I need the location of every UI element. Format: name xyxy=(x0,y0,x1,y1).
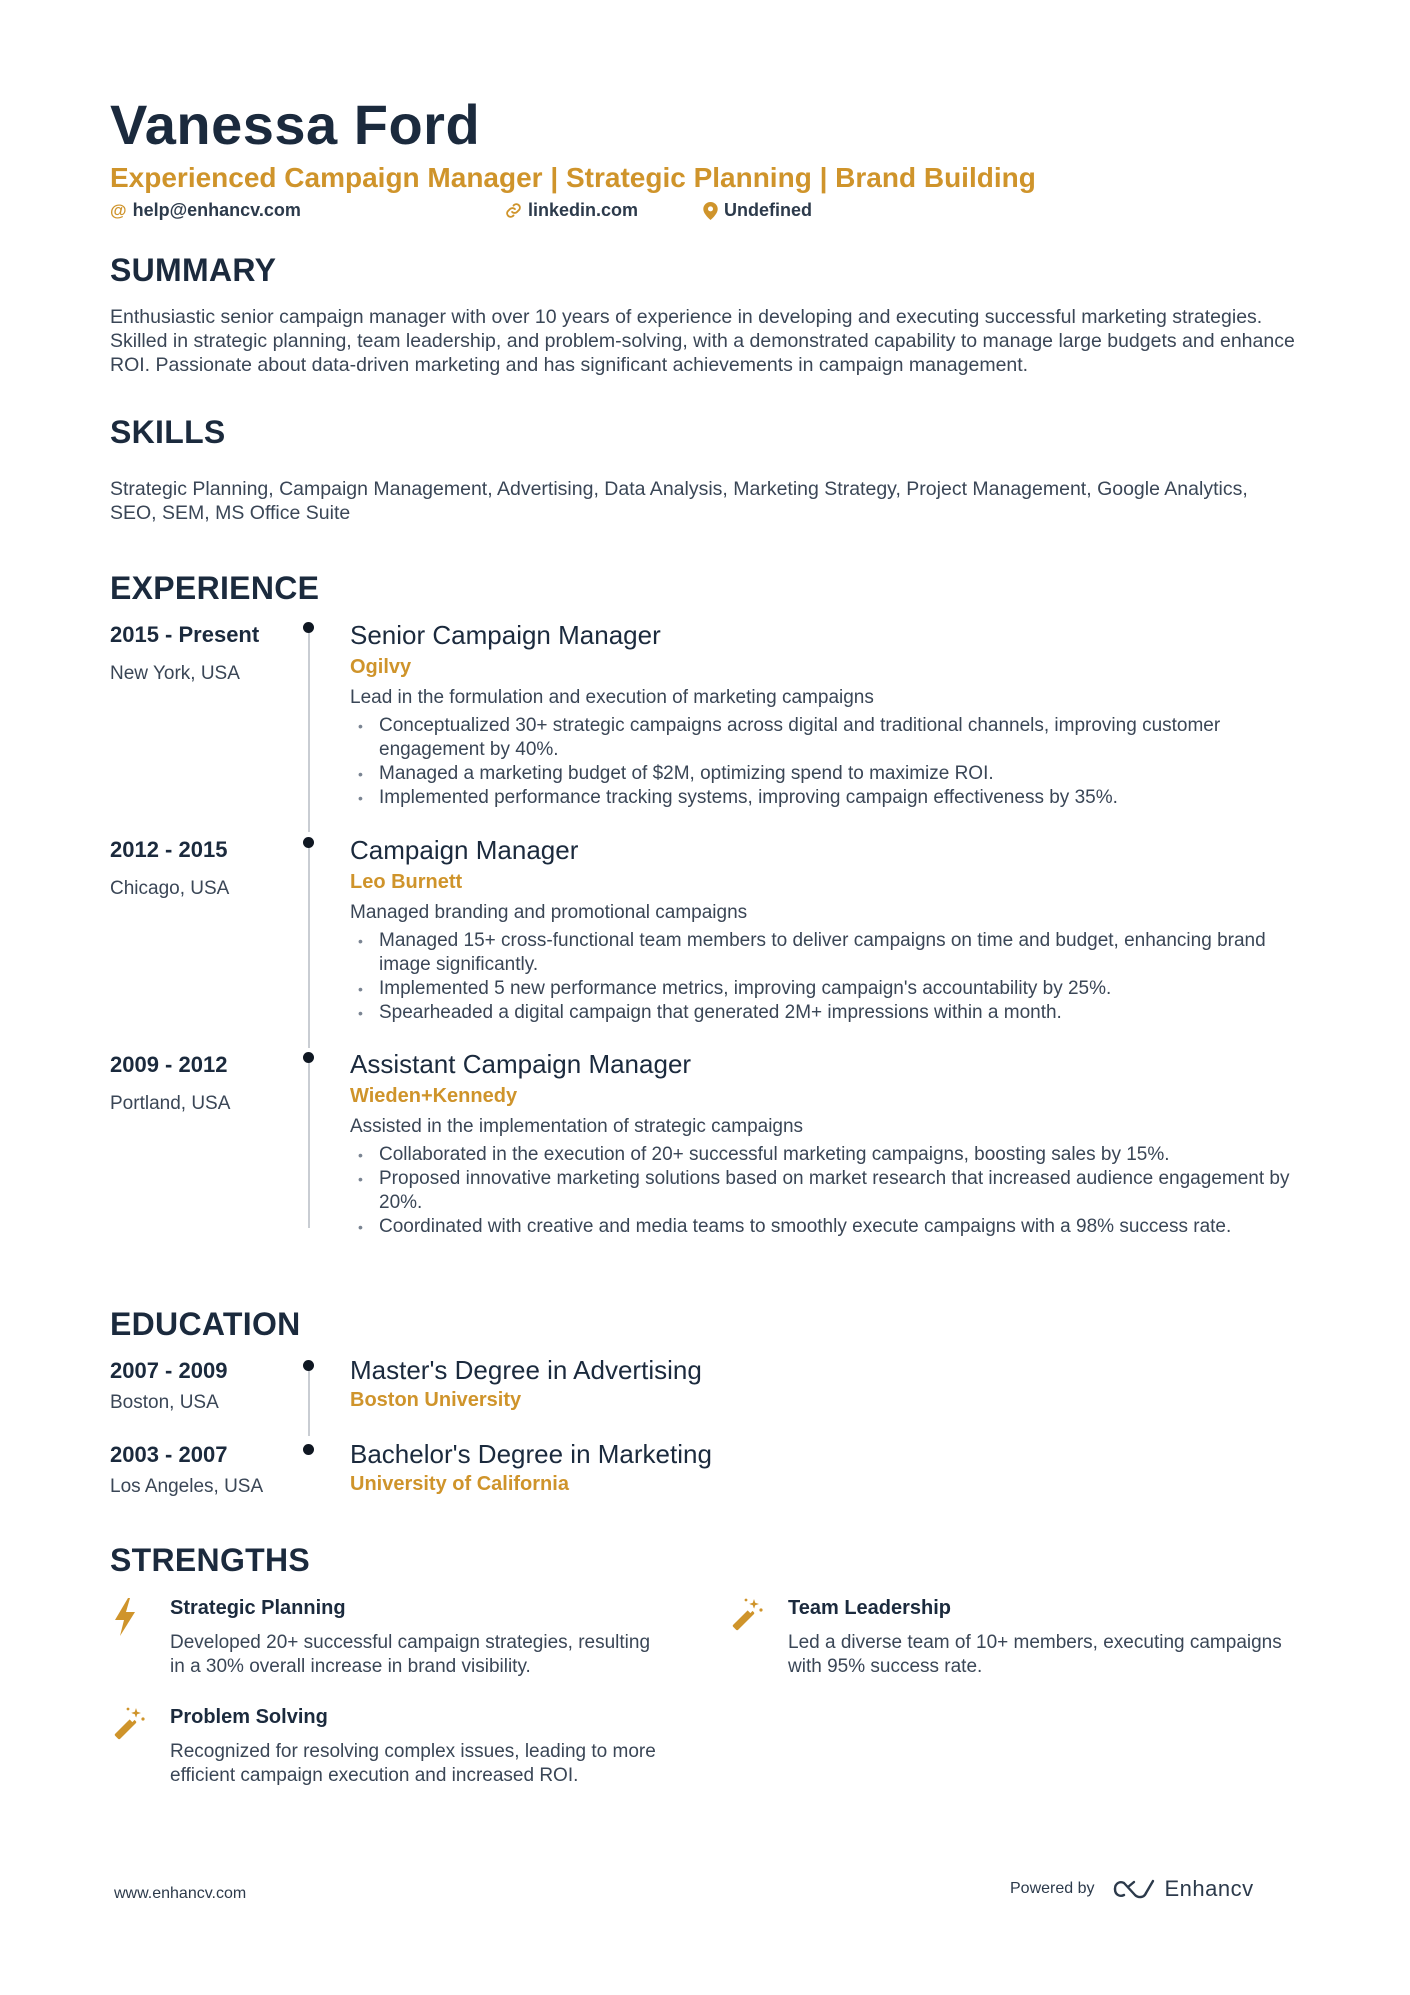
experience-location: New York, USA xyxy=(110,663,240,684)
strength-title: Problem Solving xyxy=(170,1706,328,1728)
company-name: Leo Burnett xyxy=(350,871,463,893)
strength-description: Led a diverse team of 10+ members, executing campaigns with 95% success rate. xyxy=(788,1632,1282,1677)
education-entry xyxy=(350,1437,1310,1497)
achievement-item: • Proposed innovative marketing solutions based on market research that increased audience engagement by 20%. xyxy=(350,1167,1310,1215)
timeline-line xyxy=(308,1056,310,1228)
achievement-item: • Managed 15+ cross-functional team members to deliver campaigns on time and budget, enhancing brand image significantly. xyxy=(350,929,1310,977)
experience-entry xyxy=(350,1047,1310,1239)
education-title: EDUCATION xyxy=(110,1306,301,1342)
job-description: Managed branding and promotional campaigns xyxy=(350,902,748,923)
achievement-list xyxy=(350,1143,1310,1239)
candidate-name: Vanessa Ford xyxy=(110,93,481,156)
experience-dates: 2009 - 2012 xyxy=(110,1052,228,1077)
timeline-dot xyxy=(303,1444,314,1455)
experience-dates: 2015 - Present xyxy=(110,622,260,647)
magic-wand-icon xyxy=(728,1597,764,1637)
contact-location-text: Undefined xyxy=(724,200,812,220)
strength-description: Recognized for resolving complex issues, leading to more efficient campaign execution and increased ROI. xyxy=(170,1741,656,1786)
strengths-title: STRENGTHS xyxy=(110,1542,311,1578)
company-name: Ogilvy xyxy=(350,656,412,678)
company-name: Wieden+Kennedy xyxy=(350,1085,518,1107)
timeline-dot xyxy=(303,837,314,848)
education-location: Boston, USA xyxy=(110,1392,219,1413)
experience-title: EXPERIENCE xyxy=(110,570,320,606)
enhancv-logo-text: Enhancv xyxy=(1164,1876,1254,1901)
education-dates: 2007 - 2009 xyxy=(110,1358,228,1383)
contact-linkedin[interactable] xyxy=(505,200,638,221)
lightning-bolt-icon xyxy=(110,1597,146,1637)
achievement-item: • Conceptualized 30+ strategic campaigns across digital and traditional channels, improving customer engagement by 40%. xyxy=(350,714,1310,762)
timeline-line xyxy=(308,842,310,1048)
achievement-item: • Collaborated in the execution of 20+ successful marketing campaigns, boosting sales by 15%. xyxy=(350,1143,1310,1167)
job-title: Assistant Campaign Manager xyxy=(350,1049,692,1079)
location-pin-icon xyxy=(703,202,718,220)
job-title: Campaign Manager xyxy=(350,835,579,865)
job-description: Lead in the formulation and execution of marketing campaigns xyxy=(350,687,874,708)
footer-branding xyxy=(1010,1876,1254,1902)
contact-email[interactable] xyxy=(110,200,301,221)
achievement-item: • Implemented 5 new performance metrics, improving campaign's accountability by 25%. xyxy=(350,977,1310,1001)
contact-email-text: help@enhancv.com xyxy=(132,200,301,220)
school-name: University of California xyxy=(350,1473,569,1495)
experience-entry xyxy=(350,833,1310,1025)
at-icon: @ xyxy=(110,200,127,220)
education-dates: 2003 - 2007 xyxy=(110,1442,228,1467)
strength-title: Strategic Planning xyxy=(170,1597,346,1619)
contact-location xyxy=(703,200,812,221)
link-icon xyxy=(505,202,522,219)
timeline-line xyxy=(308,626,310,832)
achievement-item: • Implemented performance tracking systems, improving campaign effectiveness by 35%. xyxy=(350,786,1310,810)
achievement-item: • Managed a marketing budget of $2M, optimizing spend to maximize ROI. xyxy=(350,762,1310,786)
achievement-item: • Coordinated with creative and media teams to smoothly execute campaigns with a 98% success rate. xyxy=(350,1215,1310,1239)
timeline-dot xyxy=(303,622,314,633)
summary-title: SUMMARY xyxy=(110,252,277,288)
skills-text: Strategic Planning, Campaign Management, Advertising, Data Analysis, Marketing Strategy, Project Management, Google Analytics, SEO, SEM, MS Office Suite xyxy=(110,478,1248,524)
strength-title: Team Leadership xyxy=(788,1597,952,1619)
degree-name: Bachelor's Degree in Marketing xyxy=(350,1439,712,1469)
candidate-headline: Experienced Campaign Manager | Strategic Planning | Brand Building xyxy=(110,162,1036,193)
degree-name: Master's Degree in Advertising xyxy=(350,1355,702,1385)
skills-title: SKILLS xyxy=(110,414,226,450)
enhancv-logo[interactable] xyxy=(1111,1876,1254,1902)
education-entry xyxy=(350,1353,1310,1413)
contact-row xyxy=(110,200,1300,226)
experience-entry xyxy=(350,618,1310,810)
magic-wand-icon xyxy=(110,1706,146,1746)
strength-description: Developed 20+ successful campaign strategies, resulting in a 30% overall increase in brand visibility. xyxy=(170,1632,651,1677)
powered-by-label: Powered by xyxy=(1010,1880,1095,1897)
experience-location: Chicago, USA xyxy=(110,878,230,899)
experience-location: Portland, USA xyxy=(110,1093,231,1114)
achievement-list xyxy=(350,929,1310,1025)
experience-dates: 2012 - 2015 xyxy=(110,837,228,862)
timeline-dot xyxy=(303,1360,314,1371)
contact-linkedin-text: linkedin.com xyxy=(528,200,639,220)
school-name: Boston University xyxy=(350,1389,522,1411)
footer-website[interactable]: www.enhancv.com xyxy=(114,1885,247,1902)
achievement-item: • Spearheaded a digital campaign that generated 2M+ impressions within a month. xyxy=(350,1001,1310,1025)
summary-text: Enthusiastic senior campaign manager with over 10 years of experience in developing and executing successful marketing strategies. Skilled in strategic planning, team leadership, and problem-solving, with a demonstrated capability to manage large budgets and enhance ROI. Passionate about data-driven marketing and has significant achievements in campaign management. xyxy=(110,306,1295,376)
timeline-dot xyxy=(303,1052,314,1063)
enhancv-logo-icon xyxy=(1111,1877,1157,1901)
achievement-list xyxy=(350,714,1310,810)
education-location: Los Angeles, USA xyxy=(110,1476,264,1497)
job-description: Assisted in the implementation of strategic campaigns xyxy=(350,1116,804,1137)
job-title: Senior Campaign Manager xyxy=(350,620,661,650)
timeline-line xyxy=(308,1364,310,1436)
